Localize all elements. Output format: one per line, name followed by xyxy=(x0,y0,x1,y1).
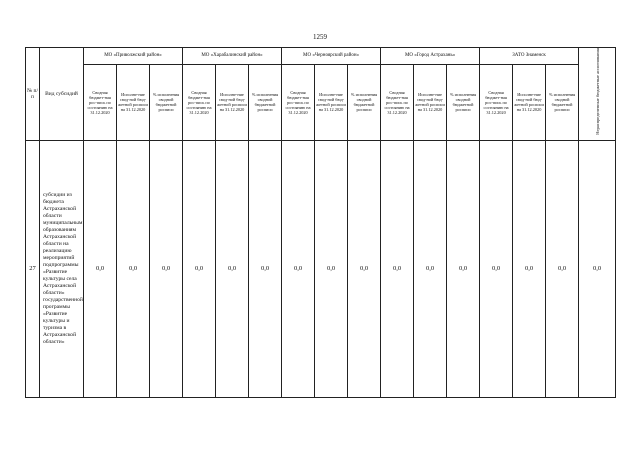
sub-header-plan: Сводная бюджет-ная рос-пись по состоянию на 31.12.2020 xyxy=(84,64,117,140)
value-cell: 0,0 xyxy=(480,140,513,397)
group-header-znamensk: ЗАТО Знаменск xyxy=(480,48,579,65)
value-cell: 0,0 xyxy=(216,140,249,397)
sub-header-plan: Сводная бюджет-ная рос-пись по состоянию на 31.12.2020 xyxy=(183,64,216,140)
col-unallocated-header xyxy=(579,48,616,141)
value-cell: 0,0 xyxy=(414,140,447,397)
sub-header-percent: % исполнения сводной бюджетной росписи xyxy=(150,64,183,140)
page-number: 1259 xyxy=(313,33,327,41)
value-cell: 0,0 xyxy=(546,140,579,397)
value-cell: 0,0 xyxy=(249,140,282,397)
row-number: 27 xyxy=(26,140,40,397)
group-header-chernoyarsky: МО «Черноярский район» xyxy=(282,48,381,65)
sub-header-execution: Исполне-ние свод-ной бюд-жетной росписи на 31.12.2020 xyxy=(414,64,447,140)
col-type-header: Вид субсидий xyxy=(40,48,84,141)
value-cell: 0,0 xyxy=(117,140,150,397)
value-cell: 0,0 xyxy=(348,140,381,397)
header-row-groups xyxy=(26,48,616,65)
value-cell: 0,0 xyxy=(84,140,117,397)
value-cell: 0,0 xyxy=(447,140,480,397)
value-cell: 0,0 xyxy=(282,140,315,397)
group-header-astrakhan-city: МО «Город Астрахань» xyxy=(381,48,480,65)
value-cell: 0,0 xyxy=(381,140,414,397)
sub-header-execution: Исполне-ние свод-ной бюд-жетной росписи на 31.12.2020 xyxy=(117,64,150,140)
sub-header-execution: Исполне-ние свод-ной бюд-жетной росписи на 31.12.2020 xyxy=(513,64,546,140)
sub-header-execution: Исполне-ние свод-ной бюд-жетной росписи на 31.12.2020 xyxy=(315,64,348,140)
sub-header-plan: Сводная бюджет-ная рос-пись по состоянию на 31.12.2020 xyxy=(480,64,513,140)
sub-header-execution: Исполне-ние свод-ной бюд-жетной росписи на 31.12.2020 xyxy=(216,64,249,140)
sub-header-percent: % исполнения сводной бюджетной росписи xyxy=(348,64,381,140)
sub-header-percent: % исполнения сводной бюджетной росписи xyxy=(447,64,480,140)
value-cell: 0,0 xyxy=(150,140,183,397)
header-row-sub xyxy=(26,64,616,140)
value-cell: 0,0 xyxy=(183,140,216,397)
unallocated-value-cell: 0,0 xyxy=(579,140,616,397)
sub-header-plan: Сводная бюджет-ная рос-пись по состоянию на 31.12.2020 xyxy=(282,64,315,140)
table-row xyxy=(26,140,616,397)
group-header-kharabalinsky: МО «Харабалинский район» xyxy=(183,48,282,65)
sub-header-percent: % исполнения сводной бюджетной росписи xyxy=(546,64,579,140)
sub-header-plan: Сводная бюджет-ная рос-пись по состоянию на 31.12.2020 xyxy=(381,64,414,140)
value-cell: 0,0 xyxy=(513,140,546,397)
group-header-privolzhsky: МО «Приволжский район» xyxy=(84,48,183,65)
unallocated-label: Нераспределенные бюджетные ассигнования xyxy=(594,48,600,135)
col-number-header: № п/п xyxy=(26,48,40,141)
subsidies-table xyxy=(25,47,616,398)
sub-header-percent: % исполнения сводной бюджетной росписи xyxy=(249,64,282,140)
row-description: субсидии из бюджета Астраханской области муниципальным образованиям Астраханской области на реализацию мероприятий подпрограммы «Развитие культуры села Астраханской области» государственной программы «Развитие культуры и туризма в Астраханской области» xyxy=(40,140,84,397)
value-cell: 0,0 xyxy=(315,140,348,397)
